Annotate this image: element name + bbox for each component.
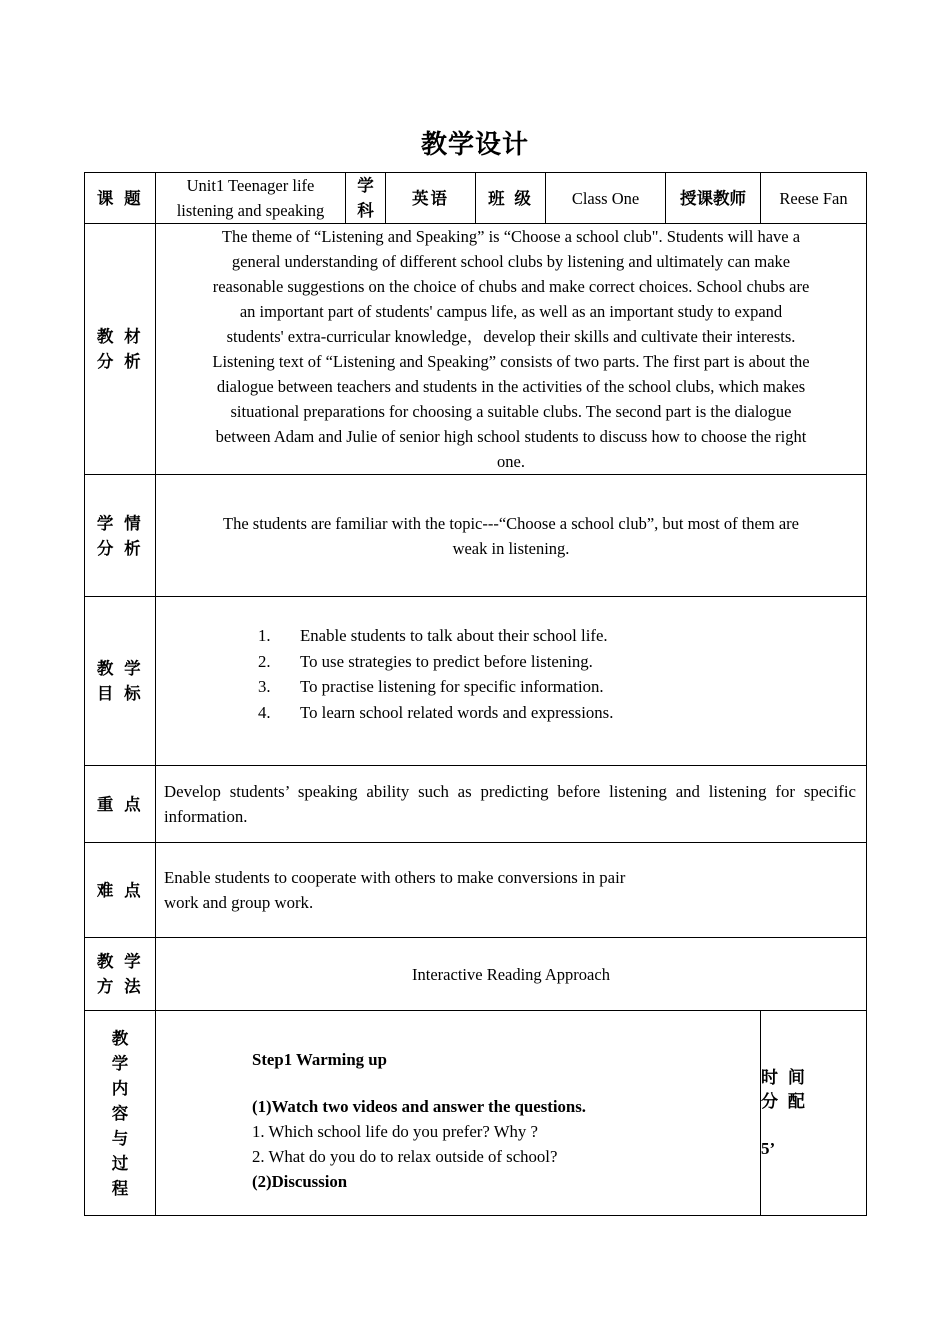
table-row-difficult-points bbox=[85, 843, 867, 938]
difficult-points-label: 难 点 bbox=[85, 843, 156, 938]
process-label-char: 程 bbox=[111, 1178, 129, 1198]
difficult-points-line1: Enable students to cooperate with others to make conversions in pair bbox=[164, 867, 626, 887]
material-analysis-line: students' extra-curricular knowledge，develop their skills and cultivate their interests. bbox=[226, 327, 796, 346]
objectives-cell bbox=[156, 597, 867, 766]
process-label-char: 学 bbox=[111, 1053, 129, 1073]
process-question-2: 2. What do you do to relax outside of school? bbox=[252, 1146, 558, 1166]
material-analysis-label-line2: 分 析 bbox=[96, 352, 144, 371]
difficult-points-cell bbox=[156, 843, 867, 938]
material-analysis-line: one. bbox=[497, 452, 525, 471]
teaching-method-value: Interactive Reading Approach bbox=[156, 938, 867, 1011]
table-row-header-info bbox=[85, 173, 867, 224]
situation-analysis-line: weak in listening. bbox=[452, 538, 570, 558]
time-allocation-cell bbox=[761, 1011, 867, 1216]
teacher-value: Reese Fan bbox=[761, 173, 867, 224]
subject-label-line1: 学 bbox=[357, 176, 374, 195]
process-label-char: 与 bbox=[111, 1128, 129, 1148]
material-analysis-line: an important part of students' campus life, as well as an important study to expand bbox=[239, 302, 783, 321]
list-item bbox=[258, 700, 866, 726]
objectives-label-line1: 教 学 bbox=[96, 659, 144, 678]
process-spacer bbox=[252, 1072, 752, 1094]
process-question-1: 1. Which school life do you prefer? Why ? bbox=[252, 1121, 538, 1141]
process-label-char: 过 bbox=[111, 1153, 129, 1173]
process-sub-heading-1: (1)Watch two videos and answer the questions. bbox=[252, 1096, 586, 1116]
list-item bbox=[258, 674, 866, 700]
material-analysis-line: The theme of “Listening and Speaking” is “Choose a school club". Students will have a bbox=[221, 227, 801, 246]
objective-number: 3. bbox=[258, 677, 271, 696]
table-row-teaching-method bbox=[85, 938, 867, 1011]
process-label-char: 容 bbox=[111, 1103, 129, 1123]
objective-text: To use strategies to predict before listening. bbox=[300, 651, 593, 671]
difficult-points-line2: work and group work. bbox=[164, 893, 314, 912]
objective-text: Enable students to talk about their school life. bbox=[300, 626, 608, 645]
material-analysis-line: between Adam and Julie of senior high school students to discuss how to choose the right bbox=[215, 427, 807, 446]
class-value: Class One bbox=[546, 173, 666, 224]
situation-analysis-label-line1: 学 情 bbox=[96, 513, 144, 533]
key-points-text: Develop students’ speaking ability such as predicting before listening and listening for specific information. bbox=[164, 781, 856, 826]
lesson-plan-table bbox=[84, 172, 867, 1216]
table-row-key-points bbox=[85, 766, 867, 843]
table-row-process bbox=[85, 1011, 867, 1216]
material-analysis-line: general understanding of different school clubs by listening and ultimately can make bbox=[231, 252, 791, 271]
topic-label: 课 题 bbox=[85, 173, 156, 224]
objectives-list bbox=[258, 623, 866, 725]
key-points-cell bbox=[156, 766, 867, 843]
table-row-material-analysis bbox=[85, 224, 867, 475]
subject-value: 英语 bbox=[386, 173, 476, 224]
objectives-label bbox=[85, 597, 156, 766]
situation-analysis-text bbox=[156, 475, 867, 597]
topic-value-line2: listening and speaking bbox=[176, 201, 325, 220]
objective-number: 4. bbox=[258, 702, 271, 722]
topic-value bbox=[156, 173, 346, 224]
time-allocation-label bbox=[761, 1066, 866, 1114]
objectives-label-line2: 目 标 bbox=[96, 684, 144, 703]
process-label-char: 内 bbox=[111, 1078, 129, 1098]
material-analysis-line: dialogue between teachers and students in the activities of the school clubs, which makes bbox=[216, 377, 806, 396]
time-allocation-value: 5’ bbox=[761, 1138, 776, 1158]
key-points-label: 重 点 bbox=[85, 766, 156, 843]
teaching-method-label bbox=[85, 938, 156, 1011]
teaching-method-label-line1: 教 学 bbox=[96, 952, 144, 971]
situation-analysis-label-line2: 分 析 bbox=[96, 538, 144, 558]
objective-number: 2. bbox=[258, 651, 271, 671]
teaching-method-label-line2: 方 法 bbox=[96, 977, 144, 996]
objectives-list-wrap bbox=[156, 611, 866, 751]
process-label bbox=[85, 1011, 156, 1216]
table-row-situation-analysis bbox=[85, 475, 867, 597]
situation-analysis-label bbox=[85, 475, 156, 597]
material-analysis-line: situational preparations for choosing a suitable clubs. The second part is the dialogue bbox=[230, 402, 792, 421]
time-allocation-label-line1: 时 间 bbox=[761, 1067, 807, 1088]
class-label: 班 级 bbox=[476, 173, 546, 224]
process-label-char: 教 bbox=[111, 1028, 129, 1048]
material-analysis-line: Listening text of “Listening and Speaking” consists of two parts. The first part is about the bbox=[212, 352, 810, 371]
objective-text: To learn school related words and expressions. bbox=[300, 702, 614, 722]
topic-value-line1: Unit1 Teenager life bbox=[186, 176, 315, 195]
material-analysis-label-line1: 教 材 bbox=[96, 327, 144, 346]
subject-label-line2: 科 bbox=[357, 201, 374, 220]
process-step-title: Step1 Warming up bbox=[252, 1049, 387, 1069]
difficult-points-text bbox=[156, 859, 866, 922]
process-content bbox=[156, 1027, 760, 1200]
material-analysis-line: reasonable suggestions on the choice of chubs and make correct choices. School chubs are bbox=[212, 277, 810, 296]
time-allocation-label-line2: 分 配 bbox=[761, 1091, 807, 1112]
subject-label bbox=[346, 173, 386, 224]
material-analysis-label bbox=[85, 224, 156, 475]
process-content-cell bbox=[156, 1011, 761, 1216]
objective-number: 1. bbox=[258, 626, 271, 645]
material-analysis-text bbox=[156, 224, 867, 475]
table-row-objectives bbox=[85, 597, 867, 766]
page-title: 教学设计 bbox=[420, 130, 529, 160]
list-item bbox=[258, 649, 866, 675]
teacher-label: 授课教师 bbox=[666, 173, 761, 224]
list-item bbox=[258, 623, 866, 649]
process-sub-heading-2: (2)Discussion bbox=[252, 1171, 348, 1191]
objective-text: To practise listening for specific information. bbox=[300, 677, 604, 696]
situation-analysis-line: The students are familiar with the topic---“Choose a school club”, but most of them are bbox=[223, 513, 799, 533]
